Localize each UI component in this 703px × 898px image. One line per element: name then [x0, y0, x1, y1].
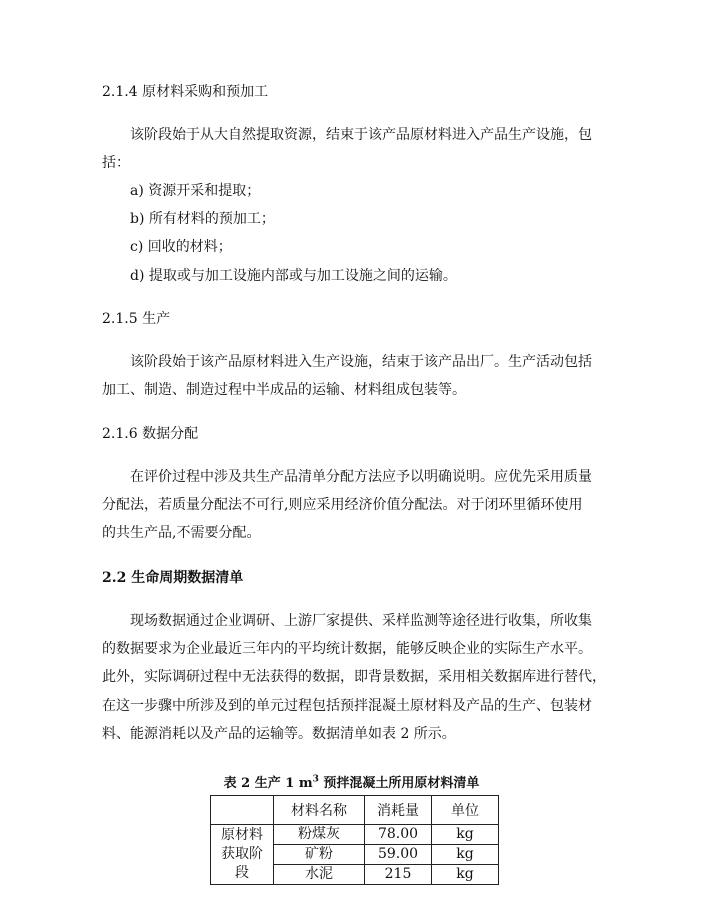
paragraph-line: 在评价过程中涉及共生产品清单分配方法应予以明确说明。应优先采用质量 — [130, 469, 592, 485]
section-heading-2-2: 2.2 生命周期数据清单 — [102, 570, 244, 586]
section-heading-2-1-6: 2.1.6 数据分配 — [102, 426, 199, 442]
table-header-cell-stage — [211, 796, 274, 825]
table-cell-stage — [211, 825, 274, 885]
paragraph-line: 分配法，若质量分配法不可行,则应采用经济价值分配法。对于闭环里循环使用 — [102, 497, 583, 513]
paragraph-line: 此外，实际调研过程中无法获得的数据，即背景数据，采用相关数据库进行替代， — [102, 669, 606, 685]
list-item: b) 所有材料的预加工； — [130, 211, 275, 227]
materials-table — [210, 795, 499, 885]
paragraph-line: 现场数据通过企业调研、上游厂家提供、采样监测等途径进行收集，所收集 — [130, 613, 592, 629]
table-cell-name: 粉煤灰 — [274, 825, 365, 845]
table-header-cell-amount: 消耗量 — [365, 796, 432, 825]
table-caption-suffix: 预拌混凝土所用原材料清单 — [318, 776, 480, 791]
materials-table-wrap — [210, 795, 499, 885]
stage-label-line: 获取阶 — [221, 846, 263, 862]
table-caption-prefix: 表 2 生产 1 m — [223, 776, 313, 791]
table-cell-unit: kg — [432, 825, 499, 845]
table-cell-name: 水泥 — [274, 865, 365, 885]
paragraph-line: 该阶段始于从大自然提取资源，结束于该产品原材料进入产品生产设施，包 — [130, 127, 592, 143]
table-cell-name: 矿粉 — [274, 845, 365, 865]
table-cell-amount: 78.00 — [365, 825, 432, 845]
table-caption — [0, 774, 703, 794]
table-cell-amount: 215 — [365, 865, 432, 885]
table-cell-unit: kg — [432, 845, 499, 865]
paragraph-line: 的共生产品,不需要分配。 — [102, 525, 261, 541]
table-header-cell-unit: 单位 — [432, 796, 499, 825]
stage-label-line: 段 — [235, 865, 249, 881]
paragraph-line: 在这一步骤中所涉及到的单元过程包括预拌混凝土原材料及产品的生产、包装材 — [102, 698, 592, 714]
paragraph-line: 括： — [102, 155, 130, 171]
list-item: a) 资源开采和提取； — [130, 183, 261, 199]
table-header-row — [211, 796, 499, 825]
paragraph-line: 该阶段始于该产品原材料进入生产设施，结束于该产品出厂。生产活动包括 — [130, 354, 592, 370]
stage-label-line: 原材料 — [221, 827, 263, 843]
table-cell-amount: 59.00 — [365, 845, 432, 865]
paragraph-line: 加工、制造、制造过程中半成品的运输、材料组成包装等。 — [102, 382, 466, 398]
section-heading-2-1-4: 2.1.4 原材料采购和预加工 — [102, 84, 269, 100]
list-item: c) 回收的材料； — [130, 239, 232, 255]
table-header-cell-name: 材料名称 — [274, 796, 365, 825]
list-item: d) 提取或与加工设施内部或与加工设施之间的运输。 — [130, 268, 457, 284]
table-cell-unit: kg — [432, 865, 499, 885]
paragraph-line: 的数据要求为企业最近三年内的平均统计数据，能够反映企业的实际生产水平。 — [102, 641, 592, 657]
section-heading-2-1-5: 2.1.5 生产 — [102, 311, 171, 327]
table-row — [211, 825, 499, 845]
paragraph-line: 料、能源消耗以及产品的运输等。数据清单如表 2 所示。 — [102, 726, 456, 742]
table-caption-superscript: 3 — [312, 774, 319, 785]
